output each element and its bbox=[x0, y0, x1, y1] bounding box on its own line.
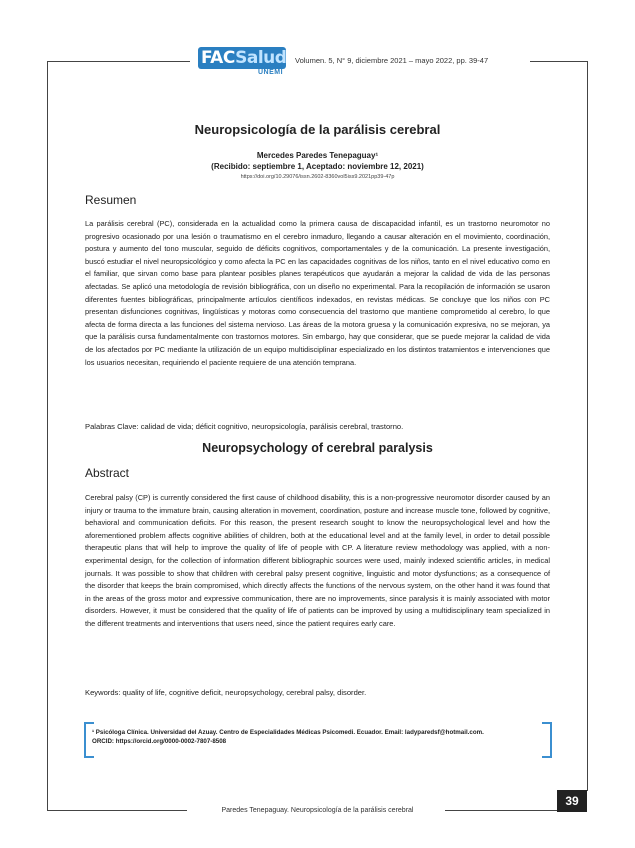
author-footnote bbox=[92, 728, 542, 746]
page-number: 39 bbox=[557, 790, 587, 812]
resumen-body: La parálisis cerebral (PC), considerada en la actualidad como la primera causa de discapacidad infantil, es un trastorno neuromotor no progresivo ocasionado por una lesión o traumatismo en el cerebro inmaduro, llegando a causar alteración en el movimiento, coordinación, postura y aumento del tono muscular, seguido de déficits cognitivos, comportamentales y de la comunicación. La presente investigación, buscó estudiar el nivel neuropsicológico y como afecta la PC en las capacidades cognitivas de los niños, tanto en el nivel educativo como en el familiar, que sirvan como base para plantear posibles planes terapéuticos que ayudarán a mejorar la calidad de vida de las personas afectadas. Se aplicó una metodología de revisión bibliográfica, con un diseño no experimental. Para la recopilación de información se usaron diferentes fuentes bibliográficas, principalmente artículos científicos indexados, en revistas médicas. Se concluye que los niños con PC presentan disfunciones cognitivas, lingüísticas y motoras como consecuencia del trastorno que mantiene comprometido al cerebro, lo que afecta de forma directa a las funciones del sistema nervioso. Las áreas de la motora gruesa y la comunicación expresiva, no se mejoran, ya que la parálisis cursa fundamentalmente con trastornos motores. Sin embargo, hay que considerar, que se puede mejorar la calidad de vida de los afectados por PC mediante la utilización de un equipo multidisciplinar especializado en los distintos tratamientos e intervenciones que los usuarios necesitan, requiriendo el paciente requiere de una atención temprana. bbox=[85, 219, 550, 367]
article-title-en: Neuropsychology of cerebral paralysis bbox=[202, 441, 433, 455]
footnote-bracket-right bbox=[542, 722, 552, 758]
doi-link[interactable]: https://doi.org/10.29076/issn.2602-8360vol5iss9.2021pp39-47p bbox=[240, 174, 395, 180]
journal-info: Volumen. 5, N° 9, diciembre 2021 – mayo 2022, pp. 39-47 bbox=[295, 56, 489, 65]
abstract-heading: Abstract bbox=[85, 466, 130, 480]
logo-accent-text: Salud bbox=[235, 48, 287, 68]
article-dates: (Recibido: septiembre 1, Aceptado: noviembre 12, 2021) bbox=[211, 162, 424, 171]
resumen-keywords: Palabras Clave: calidad de vida; déficit cognitivo, neuropsicología, parálisis cerebral, trastorno. bbox=[85, 422, 404, 431]
running-footer: Paredes Tenepaguay. Neuropsicología de la parálisis cerebral bbox=[221, 807, 414, 814]
logo-subtitle: UNEMI bbox=[258, 69, 284, 76]
logo-text bbox=[201, 48, 286, 68]
frame-top-left-line bbox=[47, 61, 190, 62]
logo-main-text: FAC bbox=[201, 48, 236, 68]
footnote-orcid[interactable]: ORCID: https://orcid.org/0000-0002-7807-8508 bbox=[92, 738, 227, 745]
author-name: Mercedes Paredes Tenepaguay¹ bbox=[256, 151, 379, 160]
footnote-affiliation: ¹ Psicóloga Clínica. Universidad del Azuay. Centro de Especialidades Médicas Psicomedi. Ecuador. Email: ladyparedsf@hotmail.com. bbox=[92, 729, 484, 736]
abstract-body: Cerebral palsy (CP) is currently considered the first cause of childhood disability, this is a non-progressive neuromotor disorder caused by an injury or trauma to the immature brain, causing alteration in movement, coordination, posture and increase muscle tone, followed by cognitive, behavioral and communication deficits. For this reason, the present research sought to know the neuropsychological level and how the aforementioned problem affects cognitive abilities of children, both at the educational level and at the family level, in order to detail possible therapeutic plans that will help to improve the quality of life of people with CP. A literature review methodology was applied, with a non-experimental design, for the collection of information different bibliographic sources were used, mainly indexed scientific articles, in medical journals. It was possible to show that children with cerebral palsy present cognitive, linguistic and motor dysfunctions; as a consequence of the disorder that keeps the brain compromised, which directly affects the functions of the nervous system, on the other hand it was found that in the areas of the gross motor and expressive communication, there are no improvements, since paralysis it is mainly associated with motor disorders. However, it must be considered that the quality of life of patients can be improved by using a multidisciplinary team specialized in the different treatments and interventions that users need, since the patient requires early care. bbox=[85, 493, 550, 628]
frame-top-right-line bbox=[530, 61, 588, 62]
resumen-heading: Resumen bbox=[85, 193, 137, 207]
abstract-keywords: Keywords: quality of life, cognitive deficit, neuropsychology, cerebral palsy, disorder. bbox=[85, 688, 367, 697]
article-title-es: Neuropsicología de la parálisis cerebral bbox=[194, 122, 441, 137]
